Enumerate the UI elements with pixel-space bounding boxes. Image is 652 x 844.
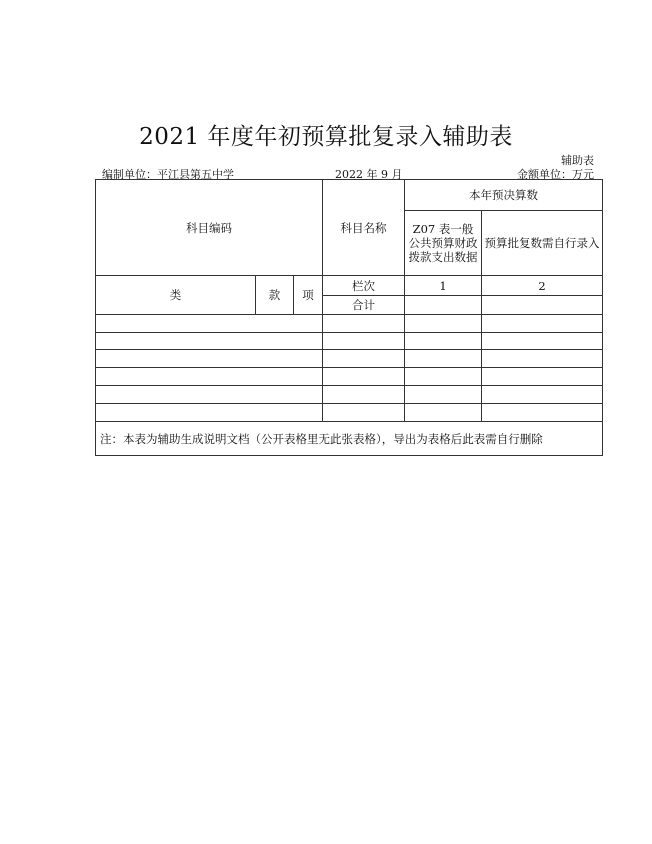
table-row (96, 368, 603, 386)
column-index-2: 2 (482, 276, 603, 296)
table-row (96, 350, 603, 368)
table-row (96, 404, 603, 422)
total-col2-cell (482, 296, 603, 315)
subject-name-header: 科目名称 (323, 180, 405, 276)
form-tag: 辅助表 (561, 154, 594, 167)
current-year-budget-header: 本年预决算数 (405, 180, 603, 211)
z07-data-header: Z07 表一般公共预算财政拨款支出数据 (405, 211, 482, 276)
column-index-label: 栏次 (323, 276, 405, 296)
table-row (96, 333, 603, 350)
total-label: 合计 (323, 296, 405, 315)
table-note: 注：本表为辅助生成说明文档（公开表格里无此张表格），导出为表格后此表需自行删除 (96, 422, 603, 456)
approved-budget-header: 预算批复数需自行录入 (482, 211, 603, 276)
total-col1-cell (405, 296, 482, 315)
amount-unit: 金额单位：万元 (517, 168, 594, 181)
page-title: 2021 年度年初预算批复录入辅助表 (139, 124, 513, 150)
category-header: 类 (96, 276, 256, 315)
section-header: 款 (256, 276, 294, 315)
column-index-1: 1 (405, 276, 482, 296)
item-header: 项 (294, 276, 323, 315)
table-row (96, 315, 603, 333)
budget-table (95, 179, 603, 456)
report-date: 2022 年 9 月 (335, 168, 403, 181)
subject-code-header: 科目编码 (96, 180, 323, 276)
compiling-unit: 编制单位：平江县第五中学 (102, 168, 234, 181)
table-row (96, 386, 603, 404)
